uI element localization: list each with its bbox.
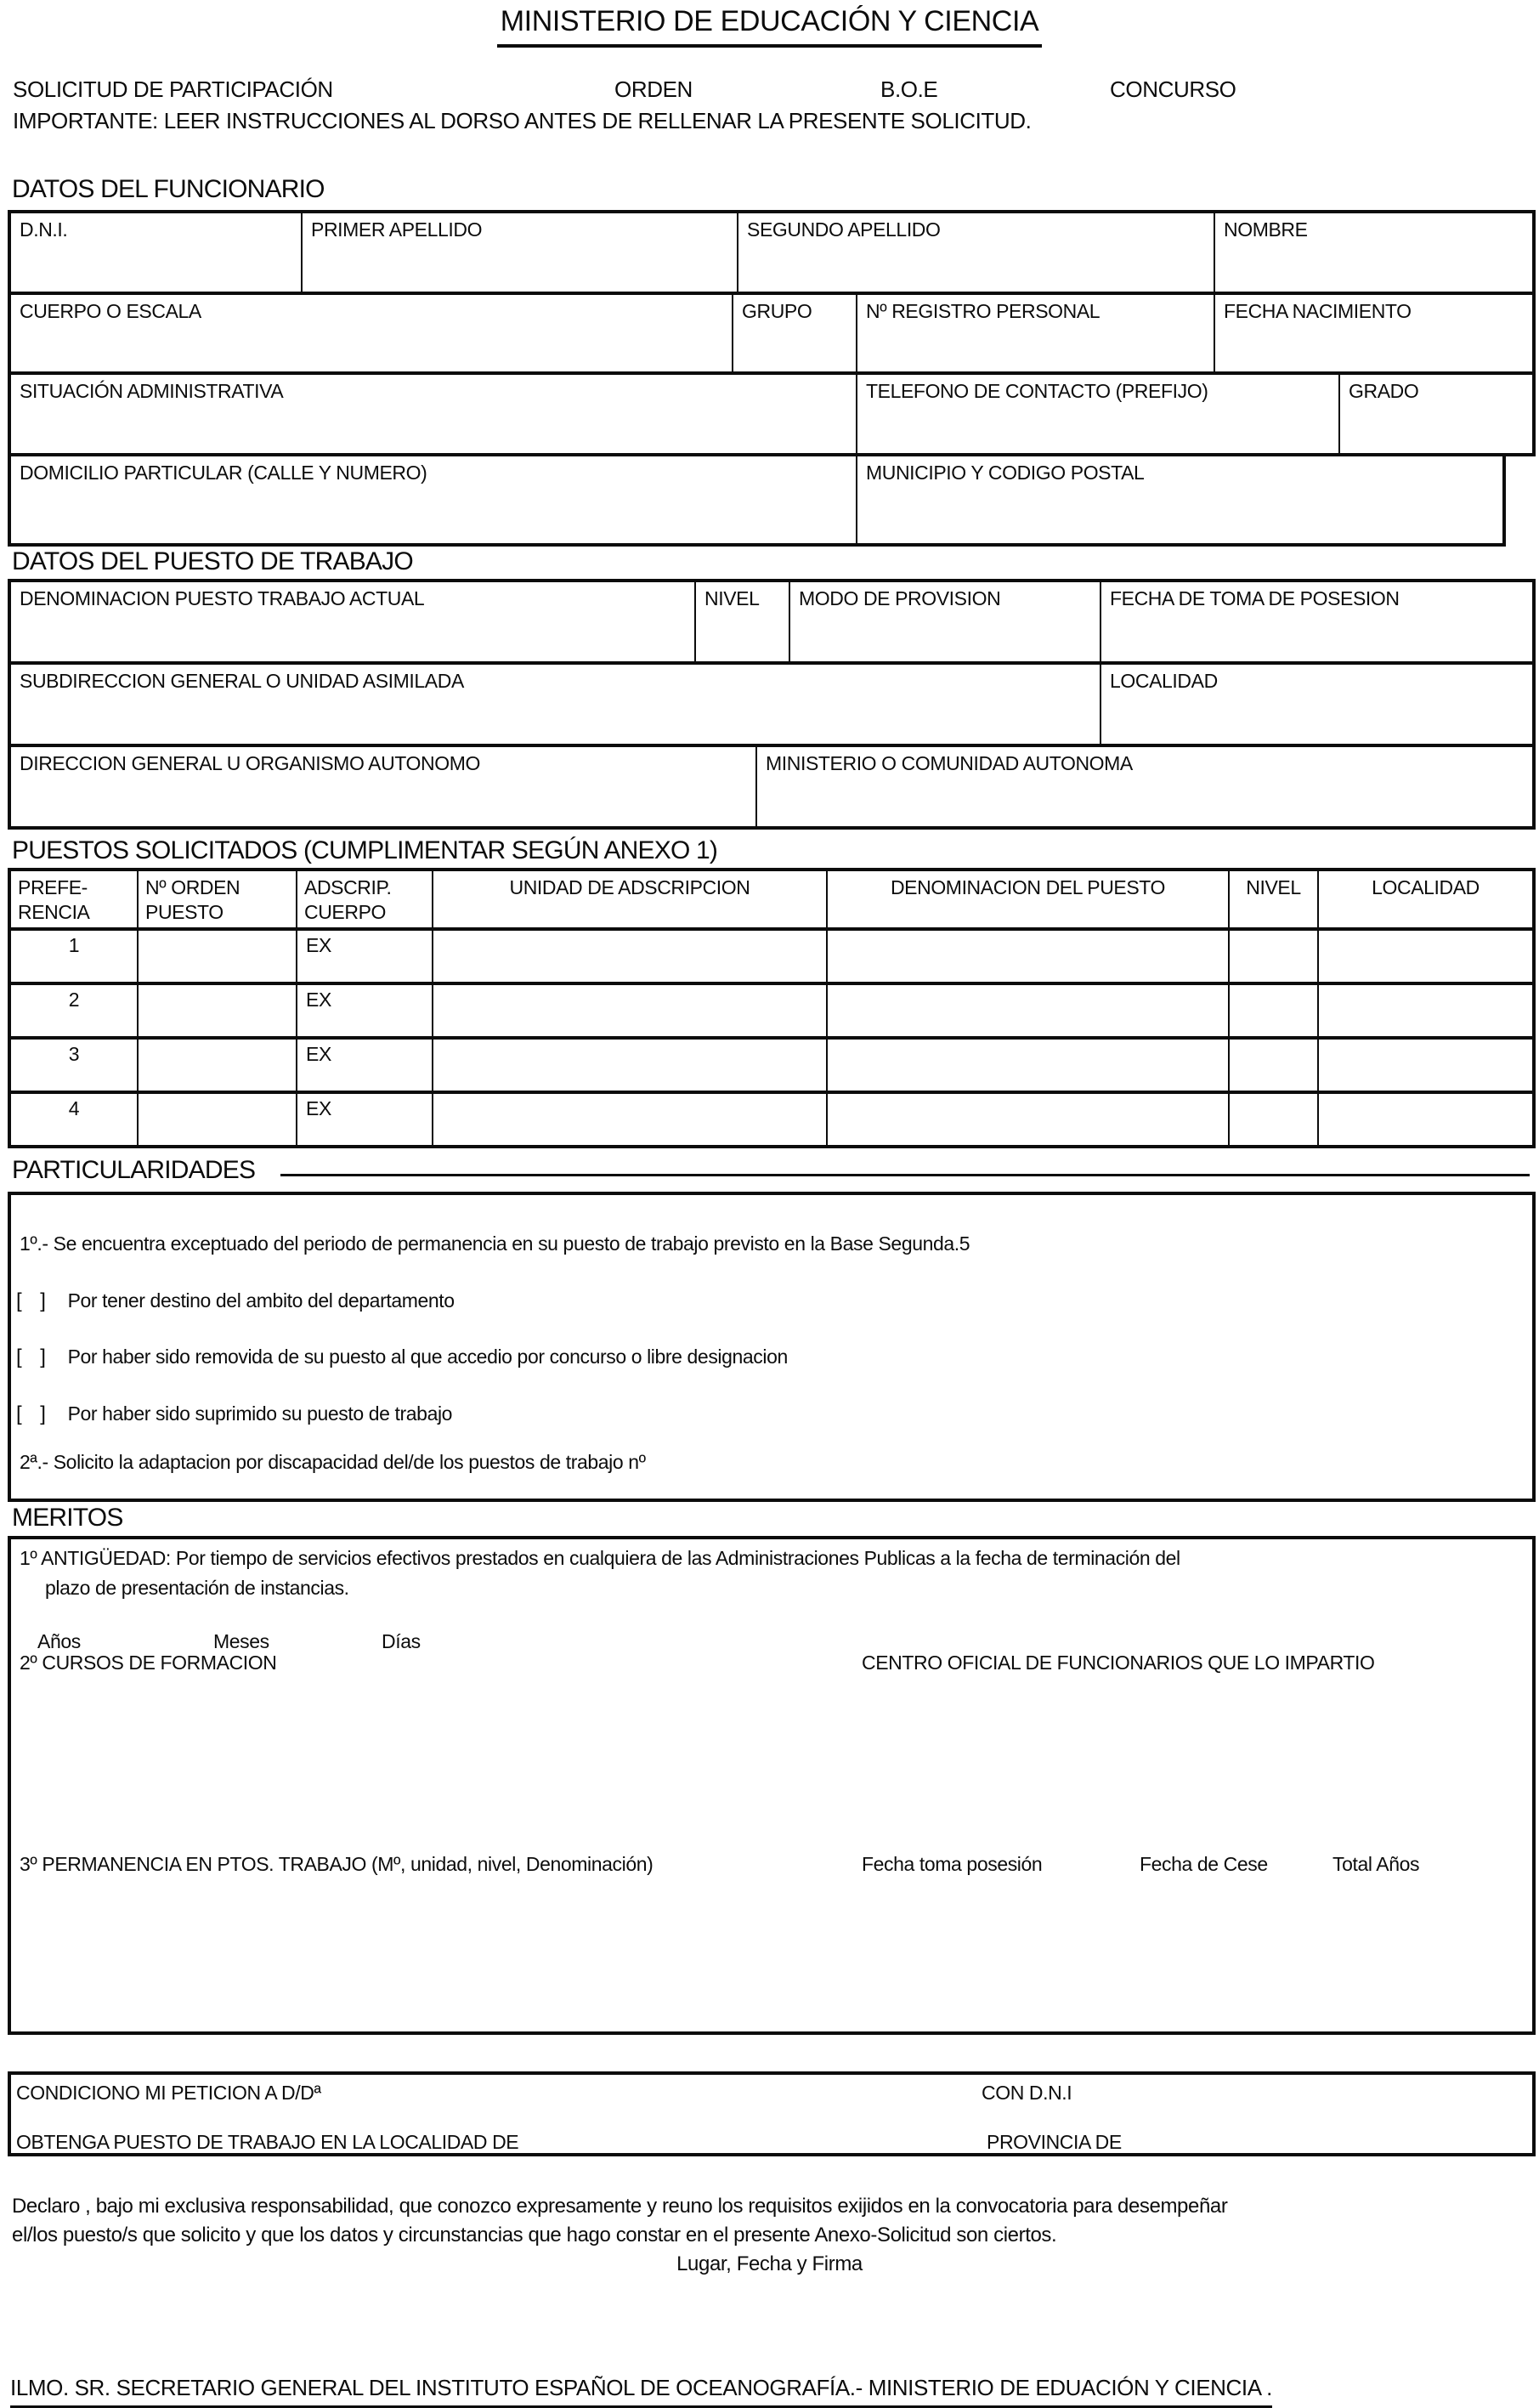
declaracion-line2: el/los puesto/s que solicito y que los datos y circunstancias que hago constar en el presente Anexo-Solicitud son ciertos.	[12, 2224, 1057, 2247]
funcionario-row-2	[8, 292, 1536, 375]
orden-fill-cell[interactable]	[139, 985, 297, 1036]
col-header-orden	[139, 871, 297, 927]
puesto-row-3	[8, 744, 1536, 830]
meritos-fecha-cese-label: Fecha de Cese	[1140, 1853, 1268, 1875]
field-direccion-general-label: DIRECCION GENERAL U ORGANISMO AUTONOMO	[20, 752, 480, 774]
field-subdireccion-label: SUBDIRECCION GENERAL O UNIDAD ASIMILADA	[20, 670, 464, 692]
section-heading-puesto: DATOS DEL PUESTO DE TRABAJO	[12, 547, 413, 575]
puestos-header-row	[8, 868, 1536, 931]
field-segundo-apellido[interactable]	[738, 213, 1215, 292]
meritos-antiguedad-line2: plazo de presentación de instancias.	[45, 1577, 349, 1599]
condiciono-dni-label: CON D.N.I	[982, 2082, 1072, 2104]
meritos-box	[8, 1536, 1536, 2035]
field-telefono-contacto-label: TELEFONO DE CONTACTO (PREFIJO)	[866, 380, 1208, 402]
meritos-permanencia-label: 3º PERMANENCIA EN PTOS. TRABAJO (Mº, unidad, nivel, Denominación)	[20, 1853, 654, 1875]
preferencia-value: 3	[11, 1040, 139, 1091]
field-grupo-label: GRUPO	[742, 300, 812, 322]
nivel-fill-cell[interactable]	[1230, 931, 1319, 982]
field-denominacion-actual-label: DENOMINACION PUESTO TRABAJO ACTUAL	[20, 587, 425, 609]
field-grado[interactable]	[1340, 375, 1532, 453]
meritos-fecha-toma-label: Fecha toma posesión	[862, 1853, 1043, 1875]
condiciono-box	[8, 2071, 1536, 2156]
field-primer-apellido[interactable]	[303, 213, 738, 292]
puestos-solicitados-table	[8, 868, 1536, 1148]
field-fecha-nacimiento[interactable]	[1215, 295, 1532, 371]
localidad-fill-cell[interactable]	[1319, 985, 1532, 1036]
col-preferencia-l2: RENCIA	[18, 900, 90, 923]
unidad-fill-cell[interactable]	[433, 931, 828, 982]
puestos-row-4	[8, 1091, 1536, 1148]
condiciono-peticion-label: CONDICIONO MI PETICION A D/Dª	[16, 2082, 321, 2104]
solicitud-label: SOLICITUD DE PARTICIPACIÓN	[13, 76, 333, 102]
funcionario-row-4	[8, 453, 1506, 547]
puesto-row-2	[8, 661, 1536, 747]
col-adscrip-l2: CUERPO	[304, 900, 387, 923]
field-grupo[interactable]	[733, 295, 857, 371]
field-direccion-general[interactable]	[11, 747, 757, 826]
orden-fill-cell[interactable]	[139, 1094, 297, 1145]
page-title-text: MINISTERIO DE EDUCACIÓN Y CIENCIA	[497, 5, 1043, 48]
funcionario-row-3	[8, 371, 1536, 456]
section-heading-meritos: MERITOS	[12, 1504, 123, 1532]
unidad-fill-cell[interactable]	[433, 985, 828, 1036]
field-localidad-actual-label: LOCALIDAD	[1110, 670, 1218, 692]
denominacion-fill-cell[interactable]	[828, 931, 1230, 982]
nivel-fill-cell[interactable]	[1230, 1094, 1319, 1145]
col-header-unidad: UNIDAD DE ADSCRIPCION	[433, 871, 828, 927]
field-segundo-apellido-label: SEGUNDO APELLIDO	[747, 218, 941, 241]
field-registro-personal-label: Nº REGISTRO PERSONAL	[866, 300, 1100, 322]
field-modo-provision[interactable]	[790, 582, 1101, 661]
meritos-centro-label: CENTRO OFICIAL DE FUNCIONARIOS QUE LO IMPARTIO	[862, 1652, 1375, 1674]
field-nombre-label: NOMBRE	[1224, 218, 1308, 241]
firma-caption: Lugar, Fecha y Firma	[676, 2252, 863, 2275]
declaracion-line1: Declaro , bajo mi exclusiva responsabilidad, que conozco expresamente y reuno los requisitos exijidos en la convocatoria para desempeñar	[12, 2195, 1228, 2218]
col-orden-l1: Nº ORDEN	[145, 876, 240, 898]
field-fecha-nacimiento-label: FECHA NACIMIENTO	[1224, 300, 1412, 322]
funcionario-table	[8, 210, 1536, 547]
boe-label: B.O.E	[880, 76, 938, 102]
field-ministerio-comunidad[interactable]	[757, 747, 1532, 826]
unidad-fill-cell[interactable]	[433, 1040, 828, 1091]
scan-rule-line	[280, 1174, 1530, 1176]
field-municipio-label: MUNICIPIO Y CODIGO POSTAL	[866, 462, 1145, 484]
meritos-antiguedad-line1: 1º ANTIGÜEDAD: Por tiempo de servicios efectivos prestados en cualquiera de las Administraciones Publicas a la fecha de terminación del	[20, 1547, 1180, 1569]
denominacion-fill-cell[interactable]	[828, 985, 1230, 1036]
condiciono-provincia-label: PROVINCIA DE	[987, 2131, 1122, 2153]
particularidades-option-1	[16, 1289, 455, 1313]
field-nivel-actual-label: NIVEL	[704, 587, 760, 609]
field-nivel-actual[interactable]	[696, 582, 790, 661]
importante-note: IMPORTANTE: LEER INSTRUCCIONES AL DORSO ANTES DE RELLENAR LA PRESENTE SOLICITUD.	[13, 108, 1032, 133]
nivel-fill-cell[interactable]	[1230, 1040, 1319, 1091]
adscrip-value: EX	[297, 1040, 433, 1091]
field-grado-label: GRADO	[1349, 380, 1419, 402]
field-ministerio-comunidad-label: MINISTERIO O COMUNIDAD AUTONOMA	[766, 752, 1133, 774]
meritos-meses-label: Meses	[213, 1630, 269, 1652]
checkbox-removida-puesto-label: Por haber sido removida de su puesto al que accedio por concurso o libre designacion	[67, 1346, 788, 1368]
field-fecha-posesion[interactable]	[1101, 582, 1532, 661]
preferencia-value: 2	[11, 985, 139, 1036]
condiciono-localidad-label: OBTENGA PUESTO DE TRABAJO EN LA LOCALIDAD DE	[16, 2131, 519, 2153]
denominacion-fill-cell[interactable]	[828, 1094, 1230, 1145]
col-orden-l2: PUESTO	[145, 900, 223, 923]
adscrip-value: EX	[297, 985, 433, 1036]
col-header-nivel: NIVEL	[1230, 871, 1319, 927]
col-adscrip-l1: ADSCRIP.	[304, 876, 392, 898]
field-nombre[interactable]	[1215, 213, 1532, 292]
nivel-fill-cell[interactable]	[1230, 985, 1319, 1036]
col-header-preferencia	[11, 871, 139, 927]
section-heading-particularidades: PARTICULARIDADES	[12, 1156, 256, 1184]
orden-fill-cell[interactable]	[139, 1040, 297, 1091]
denominacion-fill-cell[interactable]	[828, 1040, 1230, 1091]
field-dni-label: D.N.I.	[20, 218, 68, 241]
field-cuerpo-escala-label: CUERPO O ESCALA	[20, 300, 201, 322]
orden-fill-cell[interactable]	[139, 931, 297, 982]
preferencia-value: 1	[11, 931, 139, 982]
localidad-fill-cell[interactable]	[1319, 1094, 1532, 1145]
meritos-dias-label: Días	[382, 1630, 421, 1652]
adscrip-value: EX	[297, 1094, 433, 1145]
field-domicilio-label: DOMICILIO PARTICULAR (CALLE Y NUMERO)	[20, 462, 427, 484]
field-cuerpo-escala[interactable]	[11, 295, 733, 371]
concurso-label: CONCURSO	[1110, 76, 1236, 102]
field-situacion-administrativa-label: SITUACIÓN ADMINISTRATIVA	[20, 380, 284, 402]
col-header-denominacion: DENOMINACION DEL PUESTO	[828, 871, 1230, 927]
page-title	[0, 5, 1539, 48]
puestos-row-2	[8, 982, 1536, 1040]
field-dni[interactable]	[11, 213, 303, 292]
puestos-row-3	[8, 1036, 1536, 1094]
section-heading-funcionario: DATOS DEL FUNCIONARIO	[12, 175, 325, 203]
unidad-fill-cell[interactable]	[433, 1094, 828, 1145]
section-heading-puestos-solicitados: PUESTOS SOLICITADOS (CUMPLIMENTAR SEGÚN ANEXO 1)	[12, 836, 718, 864]
field-registro-personal[interactable]	[857, 295, 1215, 371]
particularidades-item1: 1º.- Se encuentra exceptuado del periodo de permanencia en su puesto de trabajo previsto en la Base Segunda.5	[20, 1232, 970, 1255]
puesto-table	[8, 579, 1536, 830]
field-localidad-actual[interactable]	[1101, 665, 1532, 744]
puesto-row-1	[8, 579, 1536, 665]
localidad-fill-cell[interactable]	[1319, 931, 1532, 982]
field-fecha-posesion-label: FECHA DE TOMA DE POSESION	[1110, 587, 1400, 609]
field-domicilio[interactable]	[11, 456, 857, 543]
checkbox-suprimido-puesto[interactable]	[16, 1402, 46, 1426]
orden-label: ORDEN	[614, 76, 693, 102]
footer-addressee: ILMO. SR. SECRETARIO GENERAL DEL INSTITUTO ESPAÑOL DE OCEANOGRAFÍA.- MINISTERIO DE EDUACIÓN Y CIENCIA .	[10, 2375, 1272, 2408]
puestos-row-1	[8, 927, 1536, 985]
checkbox-removida-puesto[interactable]	[16, 1346, 46, 1369]
field-primer-apellido-label: PRIMER APELLIDO	[311, 218, 483, 241]
preferencia-value: 4	[11, 1094, 139, 1145]
field-modo-provision-label: MODO DE PROVISION	[799, 587, 1001, 609]
funcionario-row-1	[8, 210, 1536, 295]
particularidades-item2: 2ª.- Solicito la adaptacion por discapacidad del/de los puestos de trabajo nº	[20, 1451, 646, 1473]
particularidades-box	[8, 1192, 1536, 1502]
field-subdireccion[interactable]	[11, 665, 1101, 744]
localidad-fill-cell[interactable]	[1319, 1040, 1532, 1091]
field-telefono-contacto[interactable]	[857, 375, 1340, 453]
particularidades-option-3	[16, 1402, 452, 1426]
field-situacion-administrativa[interactable]	[11, 375, 857, 453]
meritos-cursos-label: 2º CURSOS DE FORMACION	[20, 1652, 277, 1674]
adscrip-value: EX	[297, 931, 433, 982]
meritos-total-anos-label: Total Años	[1332, 1853, 1420, 1875]
field-denominacion-actual[interactable]	[11, 582, 696, 661]
col-preferencia-l1: PREFE-	[18, 876, 88, 898]
checkbox-destino-departamento[interactable]	[16, 1289, 46, 1313]
particularidades-option-2	[16, 1346, 788, 1369]
meritos-anos-label: Años	[37, 1630, 81, 1652]
checkbox-destino-departamento-label: Por tener destino del ambito del departamento	[67, 1289, 455, 1312]
field-municipio[interactable]	[857, 456, 1502, 543]
checkbox-suprimido-puesto-label: Por haber sido suprimido su puesto de trabajo	[67, 1402, 453, 1425]
col-header-adscrip	[297, 871, 433, 927]
col-header-localidad: LOCALIDAD	[1372, 876, 1480, 898]
